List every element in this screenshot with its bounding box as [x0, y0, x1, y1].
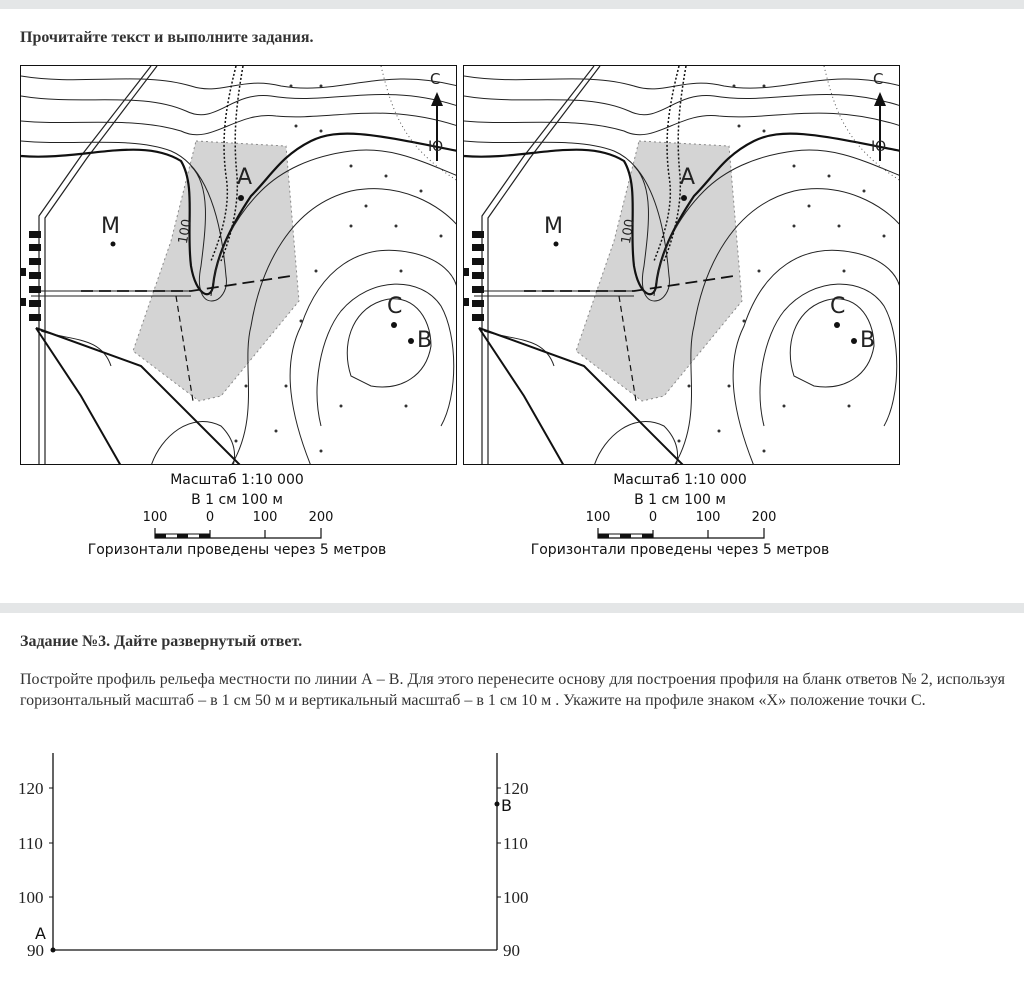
contour-interval-note: Горизонтали проведены через 5 метров: [87, 542, 387, 558]
scale-tick: 0: [205, 510, 215, 525]
scale-title: Масштаб 1:10 000: [170, 472, 304, 488]
scale-ruler: [72, 510, 402, 540]
contour-label: 100: [618, 217, 638, 246]
south-label: Ю: [428, 139, 444, 155]
scale-subtitle: В 1 см 100 м: [191, 492, 283, 508]
y-tick-right: 120: [503, 779, 529, 798]
scale-tick: 100: [142, 510, 168, 525]
point-a-marker: [51, 948, 56, 953]
scale-bar: [515, 510, 845, 540]
contour-label: 100: [175, 217, 195, 246]
point-a-label: А: [35, 924, 46, 943]
task-title: Задание №3. Дайте развернутый ответ.: [20, 633, 303, 650]
scale-bar: [72, 510, 402, 540]
scale-legend-left: [72, 470, 402, 560]
y-tick-right: 110: [503, 834, 528, 853]
label-point-m: М: [101, 214, 120, 239]
y-tick-right: 90: [503, 941, 520, 960]
scale-title: Масштаб 1:10 000: [613, 472, 747, 488]
y-tick-left: 100: [18, 888, 44, 907]
scale-subtitle: В 1 см 100 м: [634, 492, 726, 508]
contour-interval-note: Горизонтали проведены через 5 метров: [530, 542, 830, 558]
profile-base-chart: [0, 745, 560, 975]
label-point-c: С: [830, 294, 846, 319]
point-b-label: В: [501, 796, 512, 815]
task-text: Постройте профиль рельефа местности по линии А – В. Для этого перенесите основу для построения профиля на бланк ответов № 2, используя горизонтальный масштаб – в 1 см 50 м и вертикальный масштаб – в 1 см 10 м . Укажите на профиле знаком «Х» положение точки С.: [20, 671, 1005, 709]
scale-tick: 100: [695, 510, 721, 525]
scale-tick: 100: [252, 510, 278, 525]
label-point-b: В: [860, 328, 876, 353]
point-b-marker: [495, 802, 500, 807]
scale-tick: 0: [648, 510, 658, 525]
y-tick-left: 120: [18, 779, 44, 798]
scale-tick: 200: [308, 510, 334, 525]
map-drawing: [464, 66, 900, 465]
topographic-map-right: [463, 65, 900, 465]
y-tick-left: 90: [27, 941, 44, 960]
scale-tick: 100: [585, 510, 611, 525]
north-label: С: [430, 70, 441, 88]
intro-heading: Прочитайте текст и выполните задания.: [20, 29, 314, 46]
scale-tick: 200: [751, 510, 777, 525]
top-divider: [0, 0, 1024, 9]
scale-legend-right: [515, 470, 845, 560]
label-point-m: М: [544, 214, 563, 239]
y-tick-right: 100: [503, 888, 529, 907]
label-point-a: А: [680, 165, 696, 190]
scale-ruler: [515, 510, 845, 540]
label-point-a: А: [237, 165, 253, 190]
section-divider: [0, 603, 1024, 613]
label-point-c: С: [387, 294, 403, 319]
y-tick-left: 110: [18, 834, 43, 853]
topographic-map-left: [20, 65, 457, 465]
south-label: Ю: [871, 139, 887, 155]
map-drawing: [21, 66, 457, 465]
north-label: С: [873, 70, 884, 88]
label-point-b: В: [417, 328, 433, 353]
